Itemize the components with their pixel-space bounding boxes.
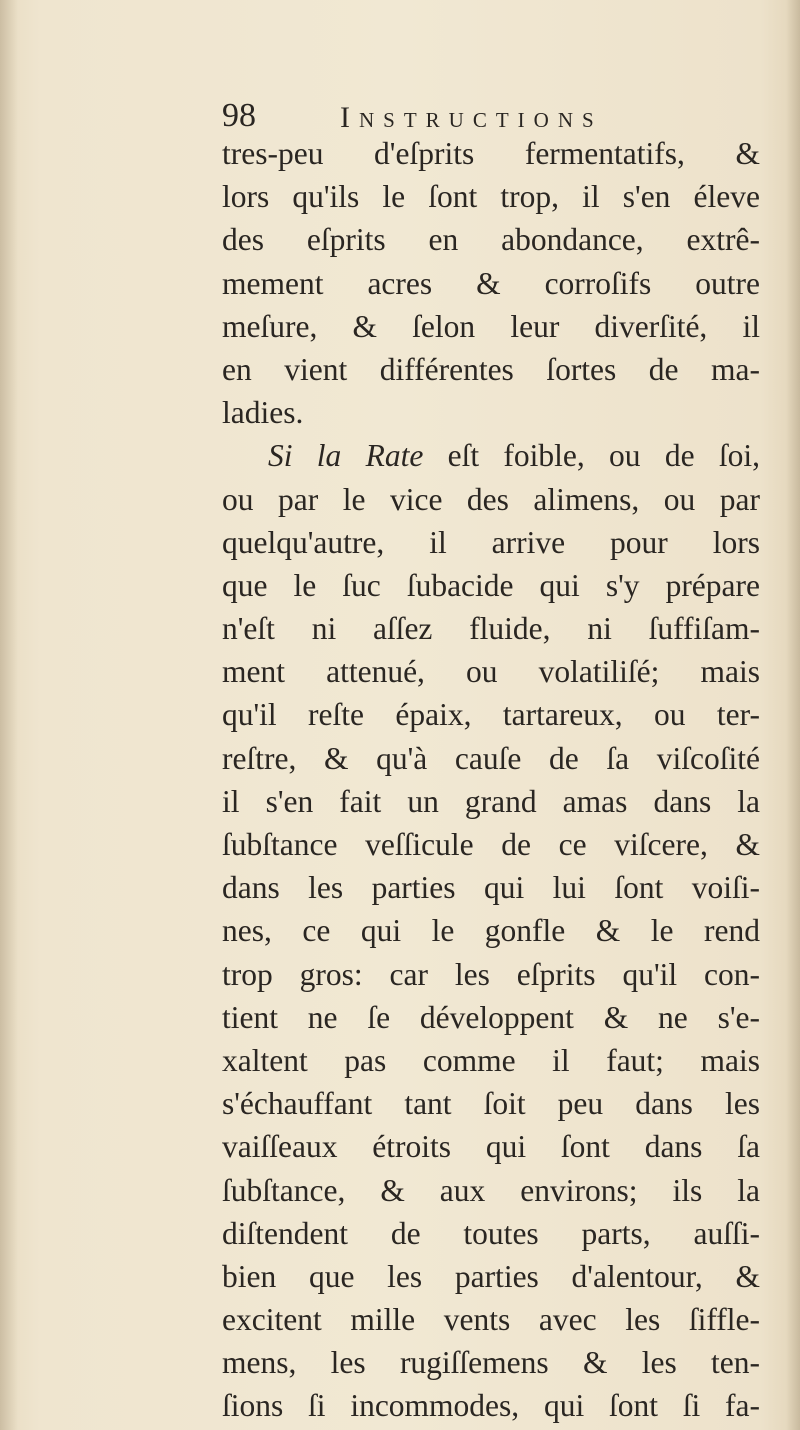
- text-line: qu'il reſte épaix, tartareux, ou ter-: [222, 697, 760, 733]
- page-header: [222, 96, 762, 136]
- page-number: 98: [222, 97, 256, 134]
- text-line: nes, ce qui le gonfle & le rend: [222, 913, 760, 949]
- text-line: tres-peu d'eſprits fermentatifs, &: [222, 136, 760, 171]
- text-line-paragraph-start: [222, 434, 760, 477]
- text-line: ladies.: [222, 395, 304, 431]
- paragraph-lead: Si la Rate: [268, 438, 424, 474]
- body-text: [222, 132, 760, 1428]
- text-line: ſubſtance, & aux environs; ils la: [222, 1172, 760, 1208]
- text-line: dans les parties qui lui ſont voiſi-: [222, 870, 760, 906]
- text-line: trop gros: car les eſprits qu'il con-: [222, 956, 760, 992]
- text-line: ment attenué, ou volatiliſé; mais: [222, 654, 760, 690]
- text-line: bien que les parties d'alentour, &: [222, 1258, 760, 1294]
- text-line: ſubſtance veſſicule de ce viſcere, &: [222, 827, 760, 862]
- text-line: excitent mille vents avec les ſiffle-: [222, 1302, 760, 1338]
- text-line: mement acres & corroſifs outre: [222, 265, 760, 301]
- text-line: quelqu'autre, il arrive pour lors: [222, 524, 760, 560]
- text-line: mens, les rugiſſemens & les ten-: [222, 1345, 760, 1381]
- spine-shadow: [0, 0, 18, 1430]
- text-line: n'eſt ni aſſez fluide, ni ſuffiſam-: [222, 611, 760, 647]
- text-line: des eſprits en abondance, extrê-: [222, 222, 760, 258]
- text-line: reſtre, & qu'à cauſe de ſa viſcoſité: [222, 740, 760, 776]
- running-head: Instructions: [340, 101, 603, 134]
- text-line: que le ſuc ſubacide qui s'y prépare: [222, 567, 760, 603]
- text-line: lors qu'ils le ſont trop, il s'en éleve: [222, 179, 760, 215]
- text-line: vaiſſeaux étroits qui ſont dans ſa: [222, 1129, 760, 1165]
- text-line: ſions ſi incommodes, qui ſont ſi fa-: [222, 1388, 760, 1424]
- text-line: s'échauffant tant ſoit peu dans les: [222, 1086, 760, 1122]
- text-line: diſtendent de toutes parts, auſſi-: [222, 1215, 760, 1251]
- text-line: il s'en fait un grand amas dans la: [222, 783, 760, 819]
- text-line: xaltent pas comme il faut; mais: [222, 1042, 760, 1078]
- text-line: meſure, & ſelon leur diverſité, il: [222, 308, 760, 344]
- paragraph-lead-rest: eſt foible, ou de ſoi,: [447, 438, 760, 474]
- text-line: ou par le vice des alimens, ou par: [222, 481, 760, 517]
- text-line: en vient différentes ſortes de ma-: [222, 351, 760, 387]
- page-edge-shadow: [786, 0, 800, 1430]
- text-line: tient ne ſe développent & ne s'e-: [222, 999, 760, 1035]
